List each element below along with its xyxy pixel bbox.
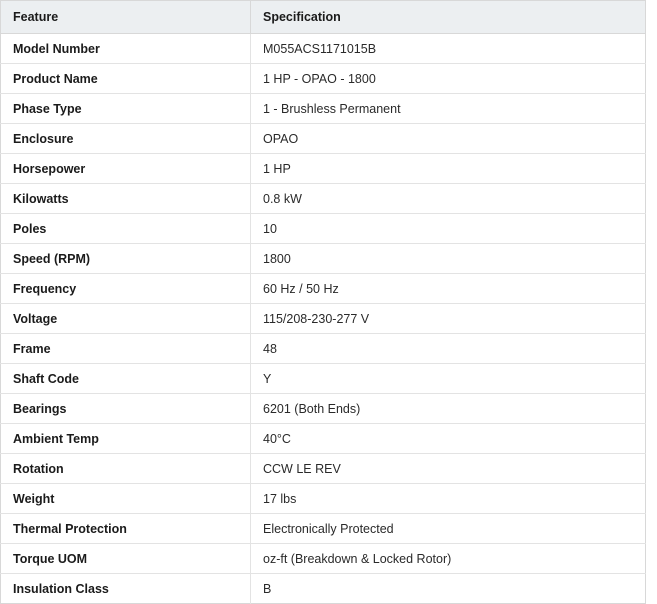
specification-cell: 0.8 kW bbox=[251, 184, 646, 214]
specification-cell: 60 Hz / 50 Hz bbox=[251, 274, 646, 304]
feature-cell: Product Name bbox=[1, 64, 251, 94]
table-row bbox=[1, 274, 646, 304]
specification-cell: 6201 (Both Ends) bbox=[251, 394, 646, 424]
column-header-feature: Feature bbox=[1, 1, 251, 34]
feature-cell: Torque UOM bbox=[1, 544, 251, 574]
feature-cell: Frequency bbox=[1, 274, 251, 304]
specification-cell: 1 - Brushless Permanent bbox=[251, 94, 646, 124]
feature-cell: Enclosure bbox=[1, 124, 251, 154]
feature-cell: Voltage bbox=[1, 304, 251, 334]
specification-cell: 40°C bbox=[251, 424, 646, 454]
table-row bbox=[1, 304, 646, 334]
specification-cell: 10 bbox=[251, 214, 646, 244]
feature-cell: Shaft Code bbox=[1, 364, 251, 394]
feature-cell: Kilowatts bbox=[1, 184, 251, 214]
table-row bbox=[1, 184, 646, 214]
feature-cell: Thermal Protection bbox=[1, 514, 251, 544]
table-row bbox=[1, 484, 646, 514]
table-row bbox=[1, 454, 646, 484]
specification-cell: OPAO bbox=[251, 124, 646, 154]
table-row bbox=[1, 154, 646, 184]
specification-cell: 115/208-230-277 V bbox=[251, 304, 646, 334]
table-row bbox=[1, 364, 646, 394]
feature-cell: Phase Type bbox=[1, 94, 251, 124]
table-row bbox=[1, 544, 646, 574]
feature-cell: Weight bbox=[1, 484, 251, 514]
specification-cell: Electronically Protected bbox=[251, 514, 646, 544]
feature-cell: Ambient Temp bbox=[1, 424, 251, 454]
specification-cell: Y bbox=[251, 364, 646, 394]
feature-cell: Rotation bbox=[1, 454, 251, 484]
table-row bbox=[1, 214, 646, 244]
feature-cell: Model Number bbox=[1, 34, 251, 64]
table-row bbox=[1, 424, 646, 454]
feature-cell: Frame bbox=[1, 334, 251, 364]
specification-cell: 48 bbox=[251, 334, 646, 364]
column-header-specification: Specification bbox=[251, 1, 646, 34]
feature-cell: Horsepower bbox=[1, 154, 251, 184]
feature-cell: Poles bbox=[1, 214, 251, 244]
feature-cell: Speed (RPM) bbox=[1, 244, 251, 274]
table-row bbox=[1, 514, 646, 544]
specification-cell: CCW LE REV bbox=[251, 454, 646, 484]
specification-cell: oz-ft (Breakdown & Locked Rotor) bbox=[251, 544, 646, 574]
specification-cell: 17 lbs bbox=[251, 484, 646, 514]
specification-cell: 1 HP - OPAO - 1800 bbox=[251, 64, 646, 94]
table-row bbox=[1, 34, 646, 64]
specification-cell: B bbox=[263, 581, 272, 596]
table-row bbox=[1, 244, 646, 274]
table-row bbox=[1, 124, 646, 154]
table-row bbox=[1, 64, 646, 94]
table-row bbox=[1, 574, 646, 604]
specification-cell: M055ACS1171015B bbox=[251, 34, 646, 64]
table-header-row bbox=[1, 1, 646, 34]
table-row bbox=[1, 334, 646, 364]
table-body bbox=[1, 34, 646, 604]
table-row bbox=[1, 394, 646, 424]
table-header bbox=[1, 1, 646, 34]
feature-cell: Insulation Class bbox=[1, 574, 251, 604]
specification-cell: 1 HP bbox=[251, 154, 646, 184]
table-row bbox=[1, 94, 646, 124]
specification-cell: 1800 bbox=[251, 244, 646, 274]
feature-cell: Bearings bbox=[1, 394, 251, 424]
